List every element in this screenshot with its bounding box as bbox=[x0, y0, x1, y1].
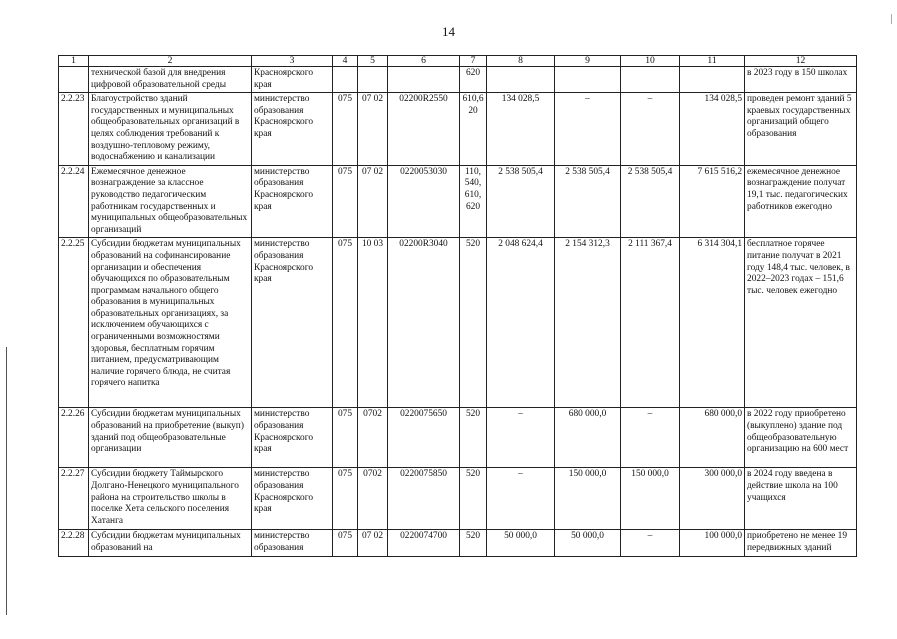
administrator-cell: министерство образования Красноярского края bbox=[252, 408, 333, 468]
item-number-cell bbox=[59, 67, 89, 93]
item-number-cell: 2.2.28 bbox=[59, 530, 89, 556]
grbs-code-cell: 075 bbox=[333, 93, 358, 166]
expense-type-cell: 620 bbox=[460, 67, 487, 93]
description-cell: Субсидии бюджетам муниципальных образований на bbox=[89, 530, 252, 556]
table-row bbox=[59, 408, 857, 468]
description-cell: Субсидии бюджетам муниципальных образований на софинансирование организации и обеспечения обучающихся по образовательным программам начального общего образования в муниципальных образовательных организациях, за исключением обучающихся с ограниченными возможностями здоровья, бесплатным горячим питанием, предусматривающим наличие горячего блюда, не считая горячего напитка bbox=[89, 238, 252, 408]
grbs-code-cell: 075 bbox=[333, 165, 358, 238]
total-cell: 6 314 304,1 bbox=[680, 238, 745, 408]
amount-2022-cell: 50 000,0 bbox=[555, 530, 621, 556]
amount-2022-cell: 2 538 505,4 bbox=[555, 165, 621, 238]
section-code-cell bbox=[358, 67, 388, 93]
expense-type-cell: 520 bbox=[460, 408, 487, 468]
table-row bbox=[59, 238, 857, 408]
column-header: 3 bbox=[252, 56, 333, 67]
description-cell: Субсидии бюджетам муниципальных образований на приобретение (выкуп) зданий под общеобразовательные организации bbox=[89, 408, 252, 468]
total-cell: 134 028,5 bbox=[680, 93, 745, 166]
expected-result-cell: в 2022 году приобретено (выкуплено) здание под общеобразовательную организацию на 600 мест bbox=[745, 408, 857, 468]
amount-2022-cell: 2 154 312,3 bbox=[555, 238, 621, 408]
description-cell: технической базой для внедрения цифровой образовательной среды bbox=[89, 67, 252, 93]
amount-2023-cell: 150 000,0 bbox=[621, 468, 680, 530]
scan-margin-line bbox=[6, 347, 7, 615]
expense-type-cell: 520 bbox=[460, 530, 487, 556]
total-cell: 300 000,0 bbox=[680, 468, 745, 530]
table-row bbox=[59, 93, 857, 166]
section-code-cell: 07 02 bbox=[358, 165, 388, 238]
table-row bbox=[59, 468, 857, 530]
amount-2021-cell: 2 538 505,4 bbox=[487, 165, 555, 238]
budget-table bbox=[58, 55, 857, 557]
total-cell bbox=[680, 67, 745, 93]
column-header: 9 bbox=[555, 56, 621, 67]
amount-2023-cell: – bbox=[621, 408, 680, 468]
column-header: 5 bbox=[358, 56, 388, 67]
section-code-cell: 10 03 bbox=[358, 238, 388, 408]
target-code-cell: 0220075650 bbox=[388, 408, 460, 468]
expected-result-cell: ежемесячное денежное вознаграждение получат 19,1 тыс. педагогических работников ежегодно bbox=[745, 165, 857, 238]
item-number-cell: 2.2.23 bbox=[59, 93, 89, 166]
grbs-code-cell: 075 bbox=[333, 530, 358, 556]
grbs-code-cell: 075 bbox=[333, 238, 358, 408]
column-header: 11 bbox=[680, 56, 745, 67]
amount-2021-cell: 134 028,5 bbox=[487, 93, 555, 166]
column-header: 8 bbox=[487, 56, 555, 67]
amount-2022-cell: 150 000,0 bbox=[555, 468, 621, 530]
amount-2022-cell: 680 000,0 bbox=[555, 408, 621, 468]
amount-2022-cell: – bbox=[555, 93, 621, 166]
item-number-cell: 2.2.25 bbox=[59, 238, 89, 408]
target-code-cell: 02200R3040 bbox=[388, 238, 460, 408]
expected-result-cell: в 2023 году в 150 школах bbox=[745, 67, 857, 93]
administrator-cell: министерство образования Красноярского края bbox=[252, 468, 333, 530]
item-number-cell: 2.2.26 bbox=[59, 408, 89, 468]
expense-type-cell: 520 bbox=[460, 468, 487, 530]
amount-2023-cell bbox=[621, 67, 680, 93]
amount-2022-cell bbox=[555, 67, 621, 93]
grbs-code-cell: 075 bbox=[333, 408, 358, 468]
total-cell: 680 000,0 bbox=[680, 408, 745, 468]
section-code-cell: 07 02 bbox=[358, 93, 388, 166]
column-header: 6 bbox=[388, 56, 460, 67]
grbs-code-cell: 075 bbox=[333, 468, 358, 530]
amount-2023-cell: – bbox=[621, 530, 680, 556]
column-header: 12 bbox=[745, 56, 857, 67]
amount-2021-cell bbox=[487, 67, 555, 93]
administrator-cell: министерство образования Красноярского края bbox=[252, 165, 333, 238]
administrator-cell: министерство образования Красноярского края bbox=[252, 93, 333, 166]
scan-mark bbox=[891, 14, 892, 24]
administrator-cell: министерство образования Красноярского края bbox=[252, 238, 333, 408]
amount-2023-cell: 2 538 505,4 bbox=[621, 165, 680, 238]
target-code-cell: 0220075850 bbox=[388, 468, 460, 530]
total-cell: 100 000,0 bbox=[680, 530, 745, 556]
amount-2021-cell: 50 000,0 bbox=[487, 530, 555, 556]
description-cell: Благоустройство зданий государственных и муниципальных общеобразовательных организаций в целях соблюдения требований к воздушно-тепловому режиму, водоснабжению и канализации bbox=[89, 93, 252, 166]
administrator-cell: министерство образования bbox=[252, 530, 333, 556]
column-header: 4 bbox=[333, 56, 358, 67]
item-number-cell: 2.2.27 bbox=[59, 468, 89, 530]
expected-result-cell: в 2024 году введена в действие школа на 100 учащихся bbox=[745, 468, 857, 530]
table-header-row bbox=[59, 56, 857, 67]
target-code-cell bbox=[388, 67, 460, 93]
expense-type-cell: 610,6 20 bbox=[460, 93, 487, 166]
target-code-cell: 0220074700 bbox=[388, 530, 460, 556]
total-cell: 7 615 516,2 bbox=[680, 165, 745, 238]
amount-2023-cell: 2 111 367,4 bbox=[621, 238, 680, 408]
section-code-cell: 0702 bbox=[358, 408, 388, 468]
grbs-code-cell bbox=[333, 67, 358, 93]
expense-type-cell: 110, 540, 610, 620 bbox=[460, 165, 487, 238]
section-code-cell: 0702 bbox=[358, 468, 388, 530]
expected-result-cell: бесплатное горячее питание получат в 2021 году 148,4 тыс. человек, в 2022–2023 годах – 151,6 тыс. человек ежегодно bbox=[745, 238, 857, 408]
amount-2021-cell: – bbox=[487, 408, 555, 468]
description-cell: Ежемесячное денежное вознаграждение за классное руководство педагогическим работникам государственных и муниципальных общеобразовательных организаций bbox=[89, 165, 252, 238]
expected-result-cell: проведен ремонт зданий 5 краевых государственных организаций общего образования bbox=[745, 93, 857, 166]
target-code-cell: 0220053030 bbox=[388, 165, 460, 238]
table-row bbox=[59, 165, 857, 238]
column-header: 7 bbox=[460, 56, 487, 67]
column-header: 2 bbox=[89, 56, 252, 67]
amount-2021-cell: – bbox=[487, 468, 555, 530]
expense-type-cell: 520 bbox=[460, 238, 487, 408]
expected-result-cell: приобретено не менее 19 передвижных зданий bbox=[745, 530, 857, 556]
amount-2023-cell: – bbox=[621, 93, 680, 166]
section-code-cell: 07 02 bbox=[358, 530, 388, 556]
administrator-cell: Красноярского края bbox=[252, 67, 333, 93]
column-header: 10 bbox=[621, 56, 680, 67]
description-cell: Субсидии бюджету Таймырского Долгано-Ненецкого муниципального района на строительство школы в поселке Хета сельского поселения Хатанга bbox=[89, 468, 252, 530]
item-number-cell: 2.2.24 bbox=[59, 165, 89, 238]
table-row bbox=[59, 530, 857, 556]
target-code-cell: 02200R2550 bbox=[388, 93, 460, 166]
page-number: 14 bbox=[442, 24, 455, 39]
amount-2021-cell: 2 048 624,4 bbox=[487, 238, 555, 408]
table-row bbox=[59, 67, 857, 93]
column-header: 1 bbox=[59, 56, 89, 67]
